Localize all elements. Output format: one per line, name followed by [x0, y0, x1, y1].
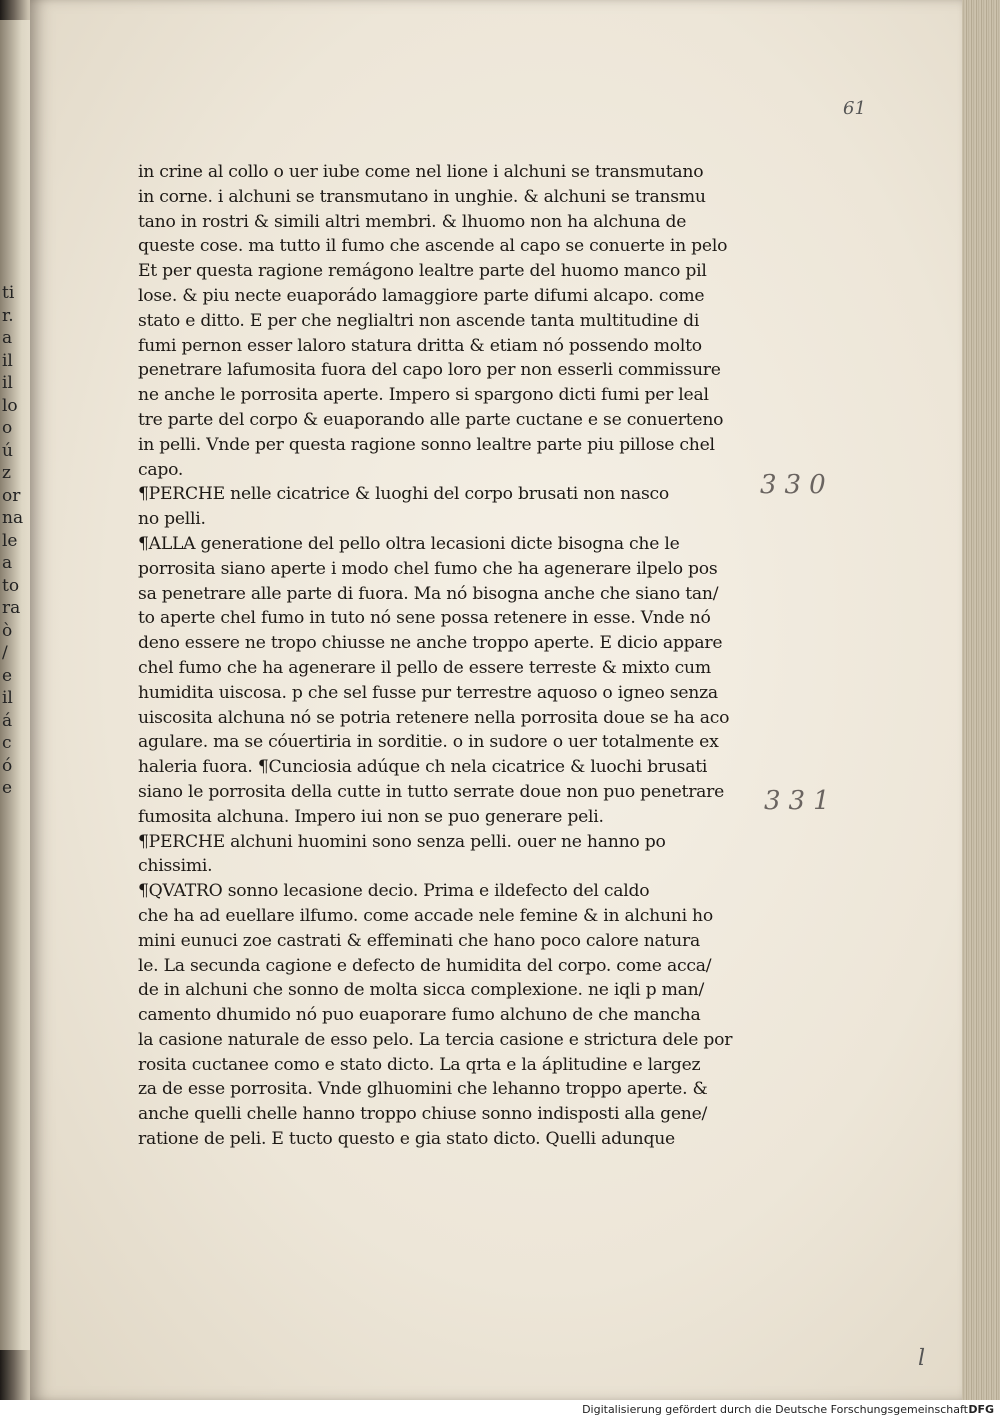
- text-line: fumi pernon esser laloro statura dritta & etiam nó possendo molto: [138, 335, 702, 356]
- left-margin-fragment: ra: [2, 598, 21, 618]
- text-line: ¶PERCHE nelle cicatrice & luoghi del corpo brusati non nasco: [138, 484, 670, 505]
- text-line: che ha ad euellare ilfumo. come accade nele femine & in alchuni ho: [138, 905, 713, 926]
- left-margin-fragment: il: [2, 373, 13, 393]
- text-line: to aperte chel fumo in tuto nó sene possa retenere in esse. Vnde nó: [138, 608, 711, 629]
- dfg-logo: DFG: [968, 1403, 994, 1416]
- left-margin-fragment: or: [2, 485, 21, 506]
- left-margin-fragment: c: [2, 733, 12, 753]
- page-block-edge: [962, 0, 1000, 1400]
- margin-annotation: 331: [764, 786, 838, 816]
- text-line: capo.: [138, 459, 184, 480]
- text-line: Et per questa ragione remágono lealtre parte del huomo manco pil: [138, 261, 707, 282]
- bottom-mark: l: [918, 1346, 926, 1371]
- text-line: in corne. i alchuni se transmutano in unghie. & alchuni se transmu: [138, 186, 706, 207]
- text-line: penetrare lafumosita fuora del capo loro per non esserli commissure: [138, 360, 721, 381]
- left-margin-fragment: il: [2, 350, 13, 371]
- left-margin-fragment: ti: [2, 283, 15, 303]
- left-margin-fragment: e: [2, 778, 13, 798]
- text-line: tre parte del corpo & euaporando alle parte cuctane e se conuerteno: [138, 409, 724, 430]
- folio-number: 61: [843, 98, 866, 119]
- left-margin-fragment: r.: [2, 305, 14, 326]
- text-line: queste cose. ma tutto il fumo che ascende al capo se conuerte in pelo: [138, 236, 728, 257]
- left-margin-fragment: ò: [2, 620, 13, 641]
- text-line: de in alchuni che sonno de molta sicca complexione. ne iqli p man/: [138, 980, 705, 1001]
- footer-credit: Digitalisierung gefördert durch die Deutsche Forschungsgemeinschaft: [582, 1403, 968, 1416]
- footer-bar: [0, 1400, 1000, 1421]
- text-line: porrosita siano aperte i modo chel fumo che ha agenerare ilpelo pos: [138, 558, 718, 579]
- text-line: stato e ditto. E per che neglialtri non ascende tanta multitudine di: [138, 310, 700, 331]
- text-line: siano le porrosita della cutte in tutto serrate doue non puo penetrare: [138, 781, 725, 802]
- text-line: ratione de peli. E tucto questo e gia stato dicto. Quelli adunque: [138, 1129, 675, 1150]
- left-margin-fragment: ú: [2, 440, 13, 461]
- text-line: anche quelli chelle hanno troppo chiuse sonno indisposti alla gene/: [138, 1104, 708, 1125]
- left-margin-fragment: a: [2, 553, 13, 573]
- text-line: haleria fuora. ¶Cunciosia adúque ch nela cicatrice & luochi brusati: [138, 757, 708, 778]
- margin-annotation: 330: [760, 470, 834, 500]
- left-margin-fragment: z: [2, 463, 11, 483]
- text-line: camento dhumido nó puo euaporare fumo alchuno de che mancha: [138, 1005, 701, 1026]
- text-line: humidita uiscosa. p che sel fusse pur terrestre aquoso o igneo senza: [138, 682, 718, 703]
- text-line: no pelli.: [138, 509, 206, 530]
- text-line: lose. & piu necte euaporádo lamaggiore parte difumi alcapo. come: [138, 285, 705, 306]
- left-margin-fragment: e: [2, 665, 13, 686]
- text-line: fumosita alchuna. Impero iui non se puo generare peli.: [138, 806, 604, 827]
- text-line: ¶PERCHE alchuni huomini sono senza pelli. ouer ne hanno po: [138, 831, 666, 852]
- text-line: tano in rostri & simili altri membri. & lhuomo non ha alchuna de: [138, 211, 687, 232]
- left-margin-fragment: /: [2, 643, 8, 663]
- text-line: sa penetrare alle parte di fuora. Ma nó bisogna anche che siano tan/: [138, 583, 719, 604]
- left-margin-fragment: na: [2, 508, 24, 528]
- text-line: rosita cuctanee como e stato dicto. La qrta e la áplitudine e largez: [138, 1054, 701, 1075]
- left-margin-fragment: to: [2, 575, 20, 596]
- text-line: za de esse porrosita. Vnde glhuomini che lehanno troppo aperte. &: [138, 1079, 708, 1100]
- text-line: ne anche le porrosita aperte. Impero si spargono dicti fumi per leal: [138, 385, 709, 406]
- left-margin-fragment: a: [2, 328, 13, 348]
- text-line: ¶ALLA generatione del pello oltra lecasioni dicte bisogna che le: [138, 533, 680, 554]
- text-line: chel fumo che ha agenerare il pello de essere terreste & mixto cum: [138, 657, 711, 678]
- text-line: ¶QVATRO sonno lecasione decio. Prima e ildefecto del caldo: [138, 881, 650, 902]
- left-margin-fragment: o: [2, 418, 13, 438]
- text-line: la casione naturale de esso pelo. La tercia casione e strictura dele por: [138, 1029, 733, 1050]
- text-line: uiscosita alchuna nó se potria retenere nella porrosita doue se ha aco: [138, 707, 730, 728]
- text-line: in pelli. Vnde per questa ragione sonno lealtre parte piu pillose chel: [138, 434, 715, 455]
- text-line: le. La secunda cagione e defecto de humidita del corpo. come acca/: [138, 955, 712, 976]
- text-line: agulare. ma se cóuertiria in sorditie. o in sudore o uer totalmente ex: [138, 732, 719, 753]
- left-margin-fragment: il: [2, 688, 13, 708]
- text-block: [138, 160, 733, 1152]
- text-line: in crine al collo o uer iube come nel lione i alchuni se transmutano: [138, 162, 704, 182]
- left-margin-fragment: le: [2, 530, 18, 551]
- left-margin-fragment: á: [2, 710, 13, 731]
- left-margin-fragment: ó: [2, 755, 13, 776]
- left-margin-fragment: lo: [2, 395, 18, 416]
- text-line: mini eunuci zoe castrati & effeminati che hano poco calore natura: [138, 930, 700, 951]
- text-line: chissimi.: [138, 856, 213, 877]
- text-line: deno essere ne tropo chiusse ne anche troppo aperte. E dicio appare: [138, 633, 723, 654]
